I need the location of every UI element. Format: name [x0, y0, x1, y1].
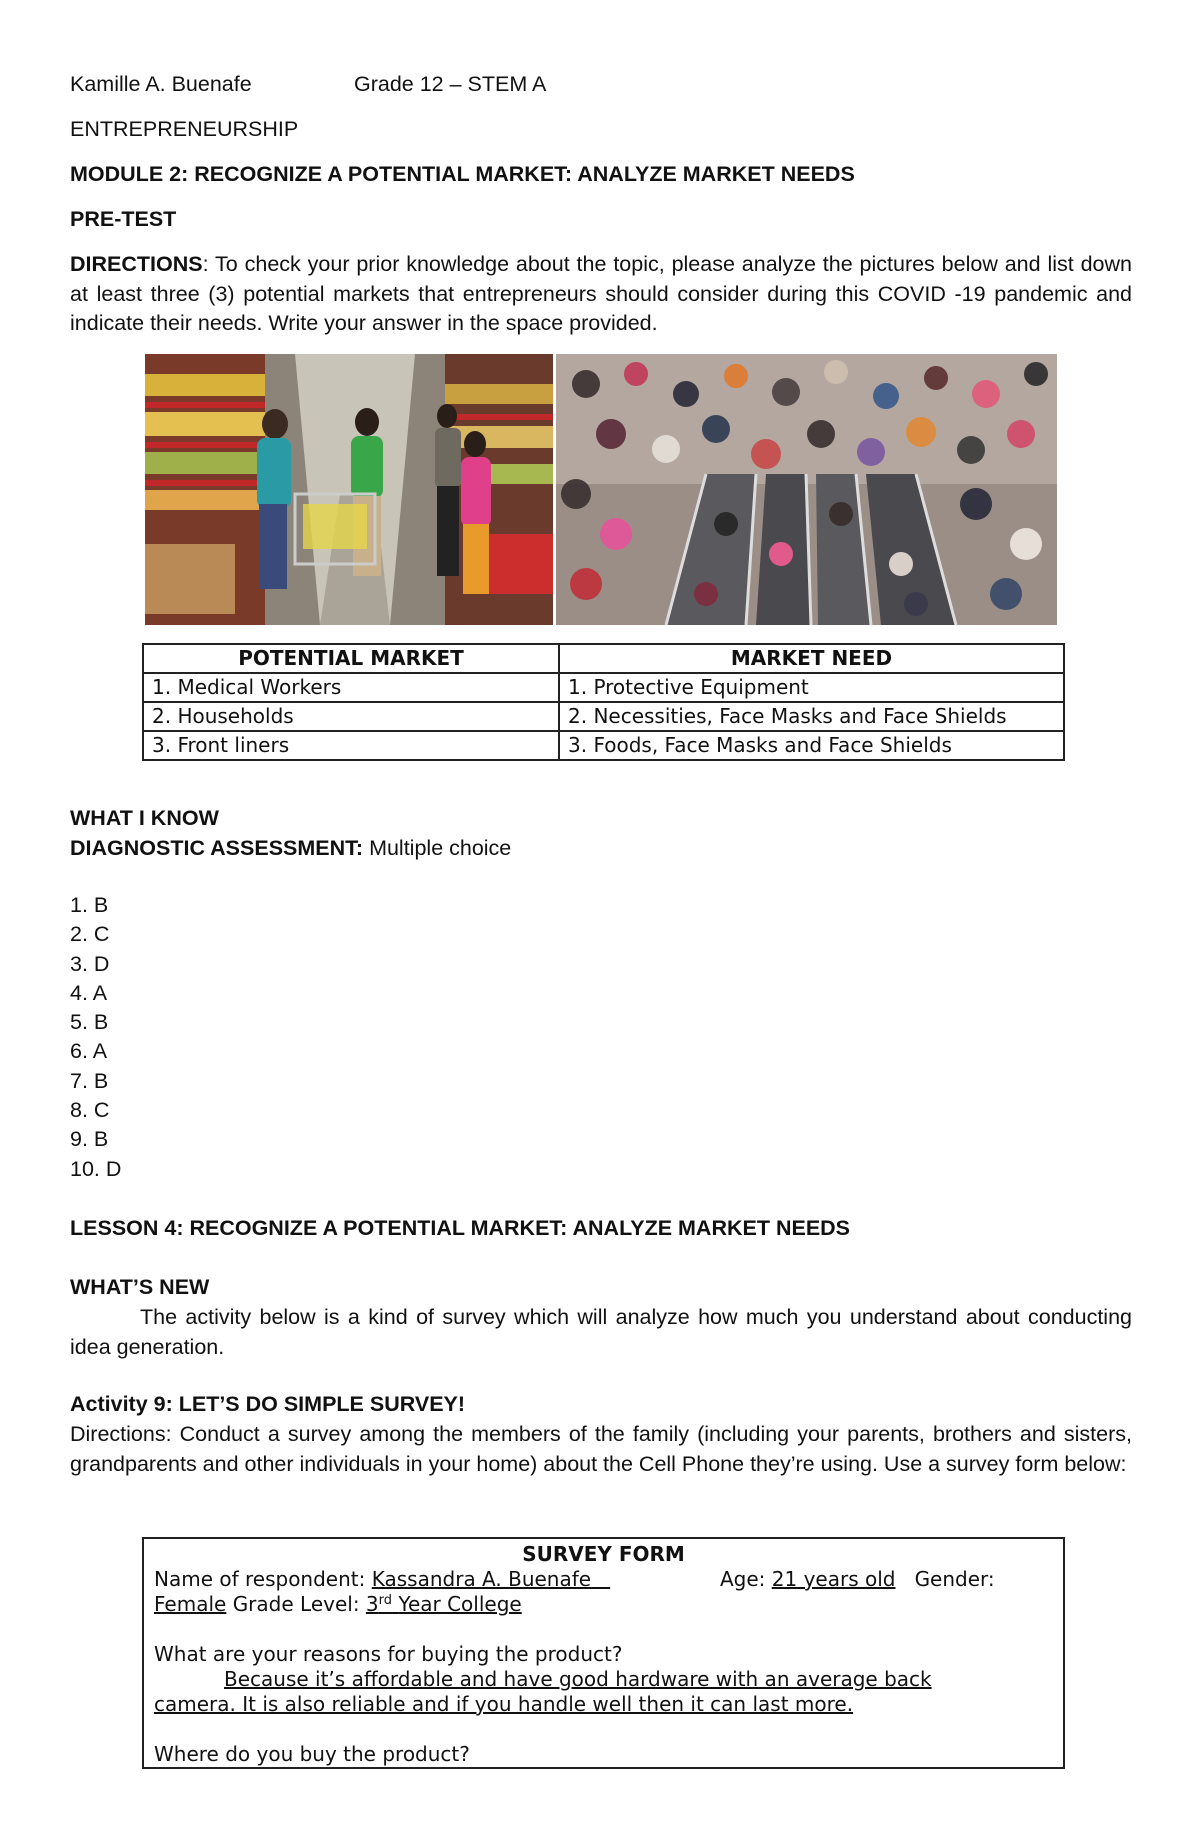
- grade-suffix: rd: [378, 1593, 393, 1608]
- grade-section: Grade 12 – STEM A: [354, 72, 547, 96]
- list-item: 2. C: [70, 922, 110, 947]
- list-item: 7. B: [70, 1068, 109, 1093]
- diagnostic-line: [70, 834, 511, 863]
- pretest-directions: [70, 250, 1132, 339]
- subject-title: ENTREPRENEURSHIP: [70, 117, 299, 141]
- table-row: [143, 702, 1064, 731]
- table-cell: 1. Protective Equipment: [559, 673, 1064, 702]
- gender-label: Gender:: [914, 1567, 995, 1591]
- pretest-heading: PRE-TEST: [70, 207, 177, 231]
- table-cell: 2. Households: [143, 702, 559, 731]
- table-cell: 1. Medical Workers: [143, 673, 559, 702]
- supermarket-shoppers-photo: [145, 354, 553, 625]
- diagnostic-type: Multiple choice: [369, 836, 512, 860]
- question-where-buy: Where do you buy the product?: [154, 1742, 470, 1766]
- module-title: MODULE 2: RECOGNIZE A POTENTIAL MARKET: ANALYZE MARKET NEEDS: [70, 162, 855, 186]
- age-gender-line: [720, 1567, 995, 1592]
- what-i-know-heading: WHAT I KNOW: [70, 806, 219, 830]
- answer-list: [70, 891, 121, 1184]
- grade-number: 3: [365, 1592, 379, 1616]
- col-header-potential-market: POTENTIAL MARKET: [143, 644, 559, 673]
- answer-reasons-line2: camera. It is also reliable and if you handle well then it can last more.: [154, 1692, 854, 1716]
- list-item: 5. B: [70, 1010, 109, 1035]
- directions-label: DIRECTIONS: [70, 252, 203, 276]
- table-row: [143, 673, 1064, 702]
- list-item: 9. B: [70, 1127, 109, 1152]
- gender-value: Female: [154, 1592, 227, 1616]
- crowded-escalators-photo: [556, 354, 1057, 625]
- age-value: 21 years old: [771, 1567, 896, 1591]
- question-reasons: What are your reasons for buying the product?: [154, 1642, 623, 1666]
- diagnostic-label: DIAGNOSTIC ASSESSMENT:: [70, 836, 364, 860]
- name-label: Name of respondent:: [154, 1567, 366, 1591]
- gender-grade-line: [154, 1592, 522, 1617]
- name-value: Kassandra A. Buenafe: [371, 1567, 592, 1591]
- survey-title: SURVEY FORM: [522, 1542, 685, 1566]
- answer-reasons-line1: Because it’s affordable and have good hardware with an average back: [224, 1667, 932, 1691]
- age-label: Age:: [720, 1567, 766, 1591]
- col-header-market-need: MARKET NEED: [559, 644, 1064, 673]
- whats-new-heading: WHAT’S NEW: [70, 1275, 210, 1299]
- directions-text: : To check your prior knowledge about the topic, please analyze the pictures below and list down at least three (3) potential markets that entrepreneurs should consider during this COVID -19 pandemic and indicate their needs. Write your answer in the space provided.: [70, 252, 1132, 335]
- respondent-name-line: [154, 1567, 610, 1592]
- list-item: 6. A: [70, 1039, 108, 1064]
- list-item: 4. A: [70, 980, 108, 1005]
- market-table-header: [143, 644, 1064, 673]
- table-cell: 3. Front liners: [143, 731, 559, 760]
- lesson-title: LESSON 4: RECOGNIZE A POTENTIAL MARKET: ANALYZE MARKET NEEDS: [70, 1216, 851, 1240]
- survey-form: [142, 1537, 1065, 1769]
- market-table: [142, 643, 1065, 761]
- table-row: [143, 731, 1064, 760]
- photo-strip: [145, 354, 1057, 625]
- grade-value: [366, 1592, 522, 1616]
- table-cell: 3. Foods, Face Masks and Face Shields: [559, 731, 1064, 760]
- student-name: Kamille A. Buenafe: [70, 72, 252, 96]
- list-item: 8. C: [70, 1098, 110, 1123]
- list-item: 10. D: [70, 1156, 122, 1181]
- activity-directions: Directions: Conduct a survey among the members of the family (including your parents, brothers and sisters, grandparents and other individuals in your home) about the Cell Phone they’re using. Use a survey form below:: [70, 1422, 1132, 1476]
- grade-label: Grade Level:: [232, 1592, 360, 1616]
- whats-new-text: The activity below is a kind of survey which will analyze how much you understand about conducting idea generation.: [70, 1305, 1132, 1359]
- grade-rest: Year College: [398, 1592, 522, 1616]
- list-item: 1. B: [70, 893, 109, 917]
- list-item: 3. D: [70, 951, 110, 976]
- activity-title: Activity 9: LET’S DO SIMPLE SURVEY!: [70, 1392, 466, 1416]
- table-cell: 2. Necessities, Face Masks and Face Shields: [559, 702, 1064, 731]
